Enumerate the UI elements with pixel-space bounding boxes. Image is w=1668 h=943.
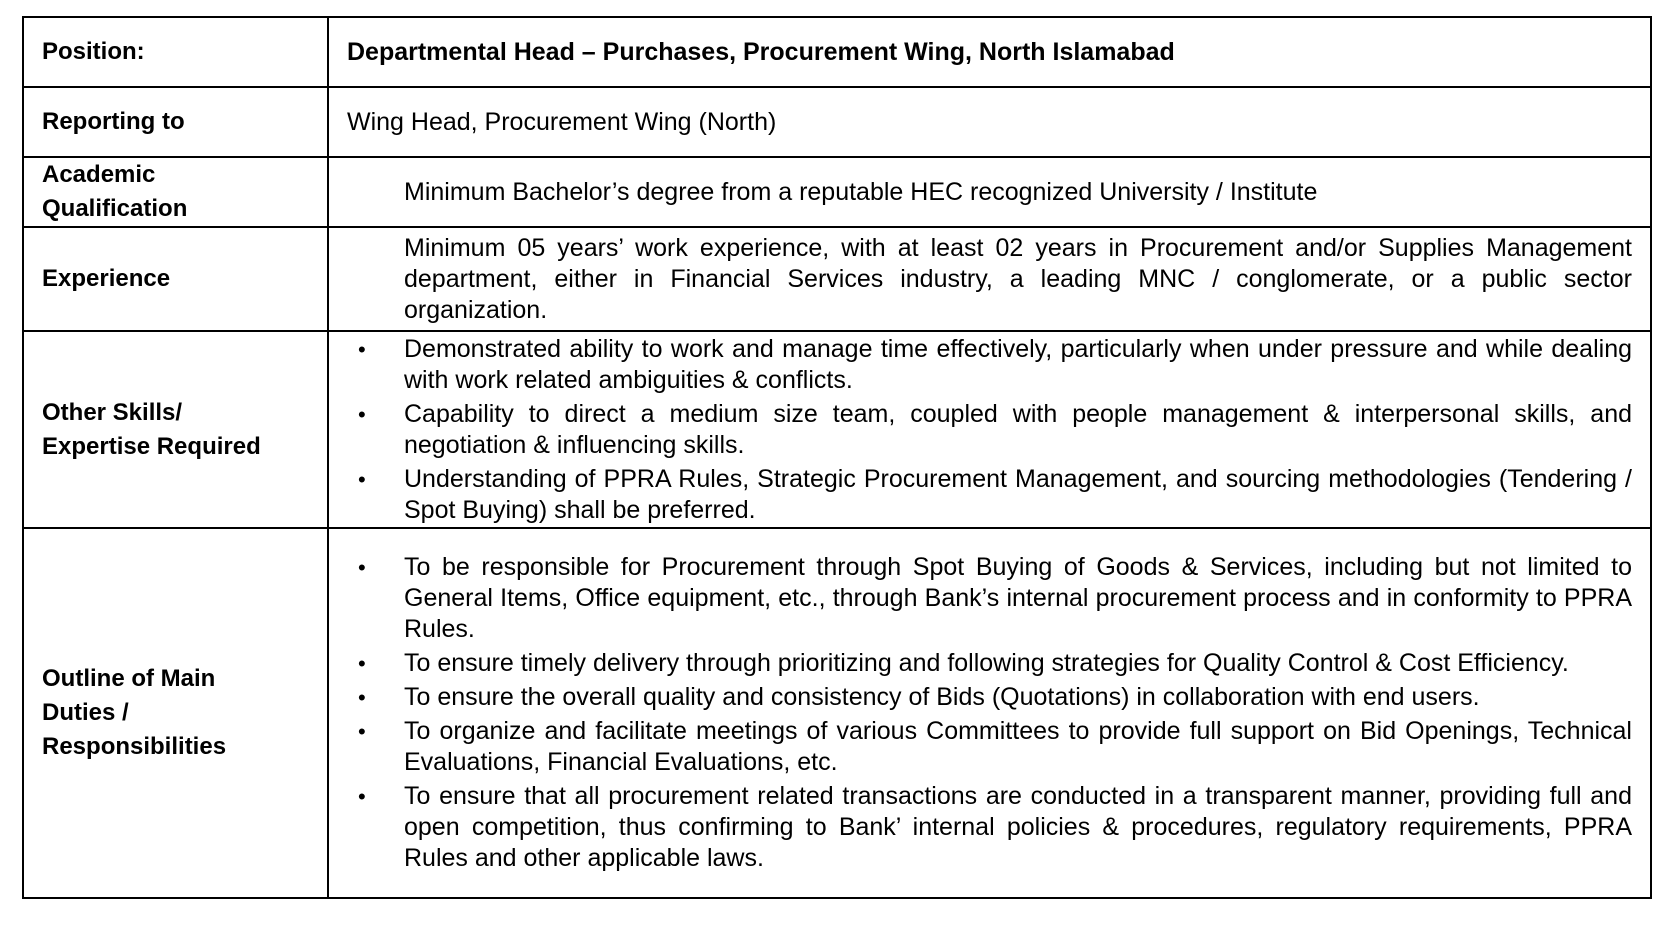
duties-item [358, 781, 1632, 874]
academic-row [23, 157, 1651, 227]
bullet-icon: • [358, 719, 366, 744]
skills-value-cell [328, 331, 1651, 528]
duties-item [358, 682, 1632, 713]
experience-label: Experience [42, 265, 171, 292]
academic-label-line2: Qualification [42, 195, 188, 222]
bullet-icon: • [358, 685, 366, 710]
bullet-icon: • [358, 784, 366, 809]
skills-item [358, 464, 1632, 526]
bullet-icon: • [358, 555, 366, 580]
duties-item [358, 648, 1632, 679]
reporting-label: Reporting to [42, 108, 185, 135]
duties-label-cell [23, 528, 328, 898]
duties-item-text: To organize and facilitate meetings of various Committees to provide full support on Bid Openings, Technical Evaluations, Financial Evaluations, etc. [404, 717, 1632, 776]
academic-value-cell [328, 157, 1651, 227]
duties-item-text: To ensure timely delivery through prioritizing and following strategies for Quality Control & Cost Efficiency. [404, 649, 1569, 677]
duties-item-text: To ensure that all procurement related transactions are conducted in a transparent manner, providing full and open competition, thus confirming to Bank’ internal policies & procedures, regulatory requirements, PPRA Rules and other applicable laws. [404, 782, 1632, 872]
position-value: Departmental Head – Purchases, Procurement Wing, North Islamabad [347, 37, 1175, 66]
duties-item [358, 716, 1632, 778]
skills-list [329, 334, 1650, 526]
academic-label-line1: Academic [42, 161, 156, 188]
skills-row [23, 331, 1651, 528]
bullet-icon: • [358, 401, 366, 427]
duties-item-text: To be responsible for Procurement through Spot Buying of Goods & Services, including but not limited to General Items, Office equipment, etc., through Bank’s internal procurement process and in conformity to PPRA Rules. [404, 553, 1632, 643]
skills-label-cell [23, 331, 328, 528]
reporting-label-cell [23, 87, 328, 157]
experience-label-cell [23, 227, 328, 331]
reporting-row [23, 87, 1651, 157]
bullet-icon: • [358, 466, 366, 492]
duties-value-cell [328, 528, 1651, 898]
duties-label-line1: Outline of Main [42, 665, 216, 692]
reporting-value: Wing Head, Procurement Wing (North) [347, 107, 777, 136]
skills-label-line2: Expertise Required [42, 432, 261, 460]
academic-label-cell [23, 157, 328, 227]
duties-list [329, 552, 1650, 874]
duties-label-line3: Responsibilities [42, 733, 227, 760]
duties-row [23, 528, 1651, 898]
position-label: Position: [42, 38, 145, 65]
experience-value: Minimum 05 years’ work experience, with at least 02 years in Procurement and/or Supplies Management department, either in Financial Services industry, a leading MNC / conglomerate, or a public sector organization. [404, 233, 1632, 324]
skills-label-line1: Other Skills/ [42, 398, 183, 426]
skills-item-text: Demonstrated ability to work and manage time effectively, particularly when under pressure and while dealing with work related ambiguities & conflicts. [404, 334, 1632, 394]
reporting-value-cell [328, 87, 1651, 157]
duties-label-line2: Duties / [42, 699, 129, 726]
bullet-icon: • [358, 651, 366, 676]
duties-item-text: To ensure the overall quality and consistency of Bids (Quotations) in collaboration with end users. [404, 683, 1480, 711]
skills-item [358, 334, 1632, 396]
skills-item [358, 399, 1632, 461]
job-description-table [22, 16, 1652, 899]
duties-item [358, 552, 1632, 645]
skills-item-text: Capability to direct a medium size team, coupled with people management & interpersonal skills, and negotiation & influencing skills. [404, 399, 1632, 459]
bullet-icon: • [358, 336, 366, 362]
experience-value-cell [328, 227, 1651, 331]
position-label-cell [23, 17, 328, 87]
academic-value: Minimum Bachelor’s degree from a reputable HEC recognized University / Institute [404, 177, 1318, 206]
position-value-cell [328, 17, 1651, 87]
skills-item-text: Understanding of PPRA Rules, Strategic Procurement Management, and sourcing methodologies (Tendering / Spot Buying) shall be preferred. [404, 464, 1632, 524]
position-row [23, 17, 1651, 87]
experience-row [23, 227, 1651, 331]
